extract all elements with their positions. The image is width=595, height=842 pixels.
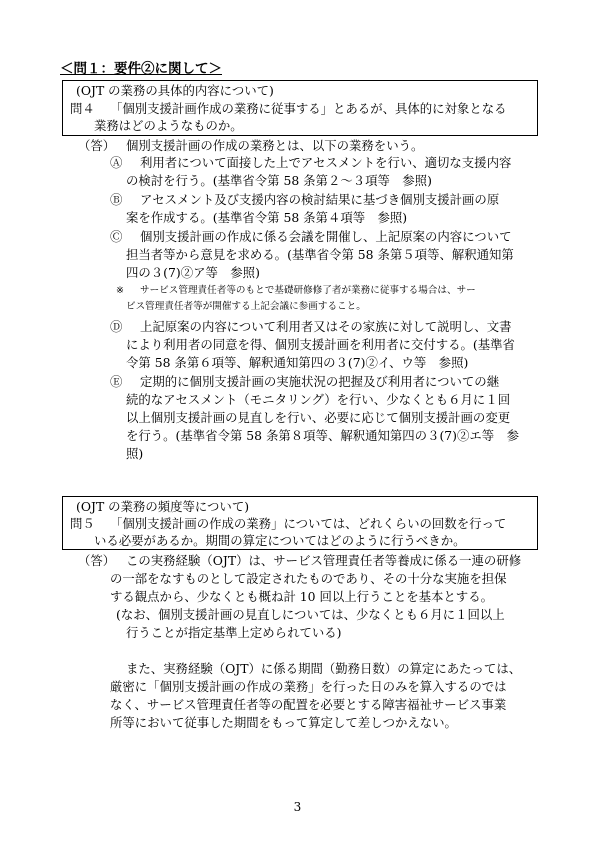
a4-item-e-line2: 続的なアセスメント（モニタリング）を行い、少なくとも６月に１回 [126, 392, 511, 407]
a4-note-line1: サービス管理責任者等のもとで基礎研修修了者が業務に従事する場合は、サー [140, 285, 476, 296]
q5-number: 問５ [70, 516, 95, 531]
a4-item-c-line2: 担当者等から意見を求める。(基準省令第 58 条第５項等、解釈通知第 [126, 247, 514, 262]
a4-intro: 個別支援計画の作成の業務とは、以下の業務をいう。 [126, 138, 424, 153]
a4-item-e-line3: 以上個別支援計画の見直しを行い、必要に応じて個別支援計画の変更 [126, 410, 511, 425]
a4-item-d-line1: 上記原案の内容について利用者又はその家族に対して説明し、文書 [140, 319, 512, 334]
a4-item-c-marker: Ⓒ [110, 229, 123, 244]
a4-item-b-line2: 案を作成する。(基準省令第 58 条第４項等 参照) [126, 210, 408, 225]
a5-para2-line2: 行うことが指定基準上定められている) [126, 625, 342, 640]
a4-item-a-marker: Ⓐ [110, 155, 123, 170]
a5-para3-line4: 所等において従事した期間をもって算定して差しつかえない。 [110, 715, 457, 730]
a5-para1-line1: この実務経験（OJT）は、サービス管理責任者等養成に係る一連の研修 [126, 553, 522, 568]
a4-item-c-line1: 個別支援計画の作成に係る会議を開催し、上記原案の内容について [140, 229, 512, 244]
a4-item-a-line1: 利用者について面接した上でアセスメントを行い、適切な支援内容 [140, 155, 512, 170]
q5-question-line2: いる必要があるか。期間の算定についてはどのように行うべきか。 [94, 533, 466, 548]
page-number: 3 [293, 800, 302, 814]
q4-number: 問４ [70, 101, 95, 116]
q5-topic: (OJT の業務の頻度等について) [76, 499, 250, 514]
a4-item-b-line1: アセスメント及び支援内容の検討結果に基づき個別支援計画の原 [140, 192, 500, 207]
a4-item-e-line1: 定期的に個別支援計画の実施状況の把握及び利用者についての継 [140, 374, 500, 389]
q4-question-line1: 「個別支援計画作成の業務に従事する」とあるが、具体的に対象となる [110, 101, 507, 116]
a5-para3-line3: なく、サービス管理責任者等の配置を必要とする障害福祉サービス事業 [110, 697, 507, 712]
a4-item-e-line4: を行う。(基準省令第 58 条第８項等、解釈通知第四の３(7)②エ等 参 [126, 428, 519, 443]
a5-para3-line2: 厳密に「個別支援計画の作成の業務」を行った日のみを算入するのでは [110, 679, 507, 694]
a4-note-line2: ビス管理責任者等が開催する上記会議に参画すること。 [126, 301, 366, 312]
a4-item-c-line3: 四の３(7)②ア等 参照) [126, 265, 260, 280]
a4-item-b-marker: Ⓑ [110, 192, 123, 207]
a5-para3-line1: また、実務経験（OJT）に係る期間（勤務日数）の算定にあたっては、 [126, 661, 522, 676]
a4-item-e-marker: Ⓔ [110, 374, 123, 389]
a4-note-marker: ※ [116, 285, 125, 296]
a5-para1-line2: の一部をなすものとして設定されたものであり、その十分な実施を担保 [110, 571, 507, 586]
a4-item-d-line3: 令第 58 条第６項等、解釈通知第四の３(7)②イ、ウ等 参照) [126, 355, 469, 370]
section-heading: ＜問１：要件②に関して＞ [60, 61, 222, 77]
q5-question-line1: 「個別支援計画の作成の業務」については、どれくらいの回数を行って [110, 516, 507, 531]
q4-question-line2: 業務はどのようなものか。 [94, 118, 243, 133]
q4-topic: (OJT の業務の具体的内容について) [76, 83, 274, 98]
a4-item-a-line2: の検討を行う。(基準省令第 58 条第２～３項等 参照) [126, 173, 432, 188]
a5-para2-line1: (なお、個別支援計画の見直しについては、少なくとも６月に１回以上 [116, 607, 505, 622]
a5-para1-line3: する観点から、少なくとも概ね計 10 回以上行うことを基本とする。 [110, 589, 493, 604]
a4-item-d-marker: Ⓓ [110, 319, 123, 334]
a4-label: （答） [78, 138, 116, 153]
a4-item-d-line2: により利用者の同意を得、個別支援計画を利用者に交付する。(基準省 [126, 337, 515, 352]
a5-label: （答） [78, 553, 116, 568]
a4-item-e-line5: 照) [126, 446, 144, 461]
